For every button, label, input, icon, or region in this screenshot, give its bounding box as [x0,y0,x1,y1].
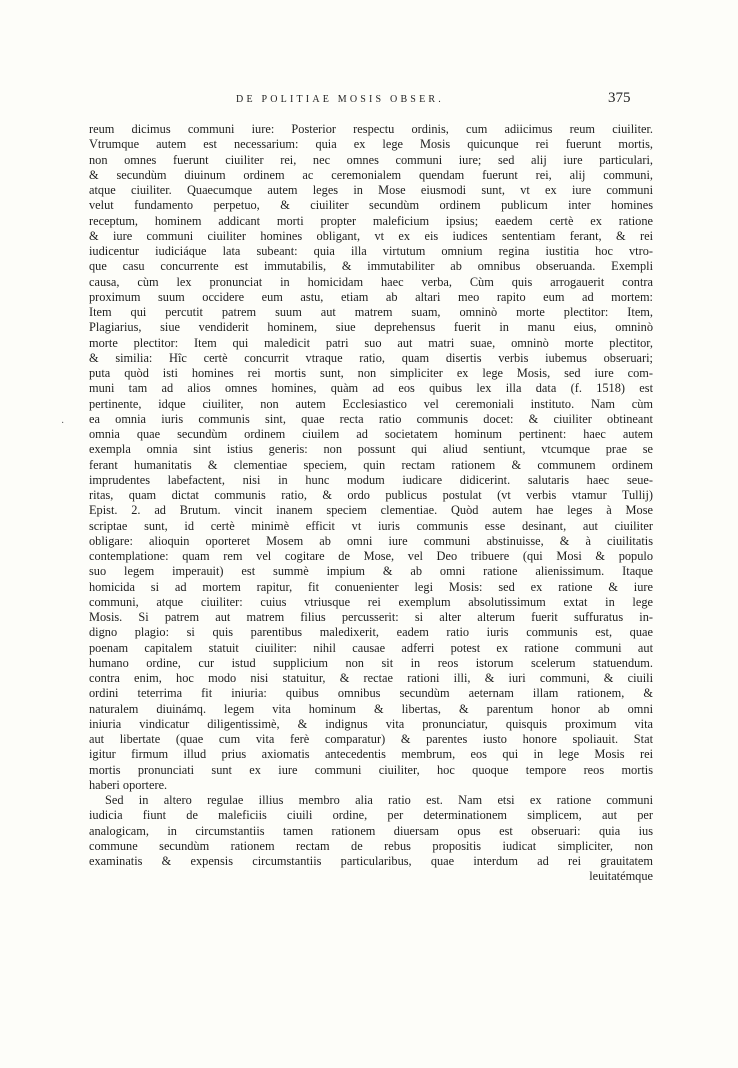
text-line: Item qui percutit patrem suum aut matrem suam, omninò morte plectitor: Item, [89,305,653,319]
text-line: proximum suum occidere eum astu, etiam ab altari meo rapito eum ad mortem: [89,289,653,304]
text-line: contemplatione: quam rem vel cogitare de Mose, vel Deo tribuere (qui Mosi & populo [89,549,653,563]
page-number: 375 [608,90,631,106]
text-line: Vtrumque autem est necessarium: quia ex lege Mosis quicunque rei fuerunt mortis, [89,137,653,152]
text-line: mortis pronunciati sunt ex iure communi ciuiliter, hoc quoque tempore reos mortis [89,762,653,777]
text-line: pertinente, idque ciuiliter, non autem Ecclesiastico vel ceremoniali instituto. Nam cùm [89,396,653,411]
text-line: ferant humanitatis & clementiae speciem, quin rectam rationem & communem ordinem [89,457,653,472]
text-line: velut fundamento perpetuo, & ciuiliter secundùm ordinem publicum inter homines [89,198,653,213]
text-line: exempla omnia sint istius generis: non possunt qui aliud sentiunt, vtcumque prae se [89,442,653,457]
text-line: reum dicimus communi iure: Posterior respectu ordinis, cum adiicimus reum ciuiliter. [89,122,653,136]
text-line: poenam capitalem statuit ciuiliter: nihil causae adferri potest ex ratione communi aut [89,640,653,655]
text-line: & secundùm diuinum ordinem ac ceremonialem quendam fuerunt rei, alij communi, [89,167,653,182]
text-line: contra enim, hoc modo nisi statuitur, & rectae rationi illi, & iuri communi, & ciuili [89,671,653,685]
text-line: suo legem imperauit) est summè impium & ab omni ratione alienissimum. Itaque [89,564,653,579]
text-line: ea omnia iuris communis sint, quae recta ratio communis docet: & ciuiliter obtineant [89,411,653,426]
text-line: Mosis. Si patrem aut matrem filius percusserit: si alter alterum fuerit suffuratus in- [89,610,653,624]
text-line: aut libertate (quae cum vita ferè comparatur) & parentes iusto honore spoliauit. Stat [89,732,653,746]
text-line: receptum, hominem addicant morti propter maleficium ipsius; eaedem certè ex ratione [89,213,653,228]
text-line: commune secundùm rationem rectam de rebus propositis iudicat simpliciter, non [89,838,653,853]
text-line: omnia quae secundùm ordinem ciuilem ad societatem hominum pertinent: haec autem [89,427,653,441]
text-line: causa, cùm lex pronunciat in homicidam haec verba, Cùm quis arrogauerit contra [89,274,653,289]
page-header [0,90,738,114]
text-line: iudicia fiunt de maleficiis ciuili ordine, per determinationem simplicem, aut per [89,808,653,823]
text-line: obligare: alioquin oporteret Mosem ab omni iure communi abstinuisse, & à ciuilitatis [89,533,653,548]
text-line: communi, atque ciuiliter: cuius vtriusque rei exemplum absolutissimum extat in lege [89,594,653,609]
text-line: Epist. 2. ad Brutum. vincit inanem speciem clementiae. Quòd autem hae leges à Mose [89,503,653,518]
text-line: haberi oportere. [89,777,168,792]
text-line: morte plectitor: Item qui maledicit patri suo aut matri suae, omninò morte plectitor, [89,335,653,350]
text-line: digno plagio: si quis parentibus maledixerit, eadem ratio iuris communis est, quae [89,625,653,640]
text-line: homicida si ad mortem rapitur, fit conuenienter legi Mosis: sed ex ratione & iure [89,579,653,594]
text-line: Plagiarius, siue vendiderit hominem, siue deprehensus fuerit in manu eius, omninò [89,320,653,335]
text-line: ordini teterrima fit iniuria: quibus omnibus secundùm aeternam illam rationem, & [89,686,653,701]
text-line: puta quòd isti homines rei mortis sunt, non simpliciter ex lege Mosis, sed iure com- [89,366,653,380]
text-line: que casu concurrente est immutabilis, & immutabiliter ab omnibus obseruanda. Exempli [89,259,653,274]
text-line: & similia: Hîc certè concurrit vtraque ratio, quam disertis verbis iubemus obseruari; [89,350,653,365]
text-line: iniuria vindicatur diligentissimè, & indignus vita pronunciatur, quisquis proximum vita [89,716,653,731]
text-line: analogicam, in circumstantiis tamen rationem diuersam opus est obseruari: quia ius [89,823,653,838]
margin-mark: · [61,418,65,429]
text-line: igitur firmum illud prius axiomatis antecedentis membrum, eos qui in lege Mosis rei [89,747,653,762]
text-line: naturalem diuinámq. legem vita hominum & libertas, & parentum honor ab omni [89,701,653,716]
text-line: leuitatémque [589,869,653,884]
text-line: scriptae sunt, id certè minimè efficit vt iuris communis esse desinant, aut ciuiliter [89,518,653,533]
text-line: humano ordine, cur istud supplicium non sit in reos istorum scelerum statuendum. [89,655,653,670]
running-head: DE POLITIAE MOSIS OBSER. [236,94,444,105]
text-line: muni tam ad alios omnes homines, quàm ad eos quibus lex illa data (f. 1518) est [89,381,653,396]
text-line: iudicentur iudiciáque lata subeant: quia illa virtutum omnium regina iustitia hoc vtro- [89,244,653,258]
text-line: imprudentes labefactent, nisi in hunc modum iudicare didicerint. salutaris haec seue- [89,472,653,487]
text-line: non omnes fuerunt ciuiliter rei, nec omnes communi iure; sed alij iure particulari, [89,152,653,167]
text-line: & iure communi ciuiliter homines obligant, vt ex eis iudices sententiam ferant, & rei [89,228,653,243]
body-text [89,122,653,885]
text-line: Sed in altero regulae illius membro alia ratio est. Nam etsi ex ratione communi [105,793,653,807]
text-line: ritas, quam dictat communis ratio, & ordo publicus postulat (vt verbis vtamur Tullij) [89,488,653,502]
text-line: atque ciuiliter. Quaecumque autem leges in Mose eiusmodi sunt, vt ex iure communi [89,183,653,197]
text-line: examinatis & expensis circumstantiis particularibus, quae interdum ad rei grauitatem [89,854,653,868]
